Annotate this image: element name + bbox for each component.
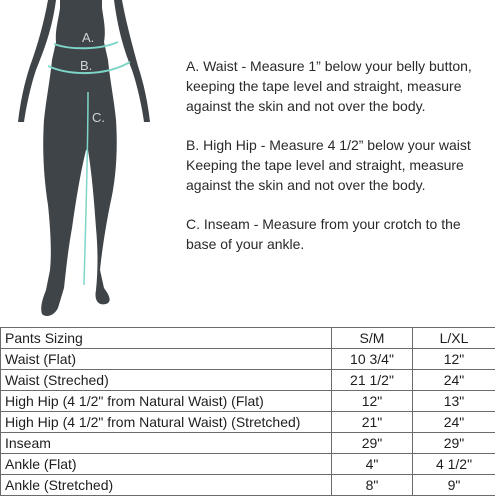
cell-lxl: 13" <box>413 391 495 412</box>
row-label: High Hip (4 1/2" from Natural Waist) (Flat) <box>1 391 332 412</box>
label-inseam: C. <box>92 110 105 125</box>
cell-sm: 21 1/2" <box>332 370 413 391</box>
label-high-hip: B. <box>80 58 93 73</box>
table-row <box>1 391 495 412</box>
table-row <box>1 475 495 496</box>
cell-lxl: 9" <box>413 475 495 496</box>
pants-sizing-table <box>0 327 495 496</box>
body-measurement-figure <box>0 0 170 325</box>
right-arm <box>114 0 150 122</box>
cell-sm: 10 3/4" <box>332 349 413 370</box>
cell-sm: 21" <box>332 412 413 433</box>
table-header-row <box>1 328 495 349</box>
instruction-inseam: C. Inseam - Measure from your crotch to the base of your ankle. <box>186 216 461 252</box>
header-cell: S/M <box>332 328 413 349</box>
cell-sm: 12" <box>332 391 413 412</box>
row-label: Ankle (Stretched) <box>1 475 332 496</box>
label-waist: A. <box>82 30 95 45</box>
table-row <box>1 454 495 475</box>
table-row <box>1 370 495 391</box>
cell-lxl: 4 1/2" <box>413 454 495 475</box>
cell-lxl: 12" <box>413 349 495 370</box>
cell-sm: 8" <box>332 475 413 496</box>
header-cell: L/XL <box>413 328 495 349</box>
table-row <box>1 349 495 370</box>
row-label: Waist (Streched) <box>1 370 332 391</box>
cell-sm: 29" <box>332 433 413 454</box>
row-label: High Hip (4 1/2" from Natural Waist) (Stretched) <box>1 412 332 433</box>
row-label: Waist (Flat) <box>1 349 332 370</box>
cell-lxl: 24" <box>413 370 495 391</box>
silhouette-illustration <box>0 0 170 325</box>
measurement-instructions <box>186 56 486 273</box>
cell-lxl: 29" <box>413 433 495 454</box>
instruction-waist: A. Waist - Measure 1” below your belly button, keeping the tape level and straight, measure against the skin and not over the body. <box>186 58 472 114</box>
row-label: Ankle (Flat) <box>1 454 332 475</box>
cell-lxl: 24" <box>413 412 495 433</box>
header-cell: Pants Sizing <box>1 328 332 349</box>
table-row <box>1 412 495 433</box>
cell-sm: 4" <box>332 454 413 475</box>
table-row <box>1 433 495 454</box>
row-label: Inseam <box>1 433 332 454</box>
instruction-high-hip: B. High Hip - Measure 4 1/2” below your waist Keeping the tape level and straight, measure against the skin and not over the body. <box>186 137 471 193</box>
